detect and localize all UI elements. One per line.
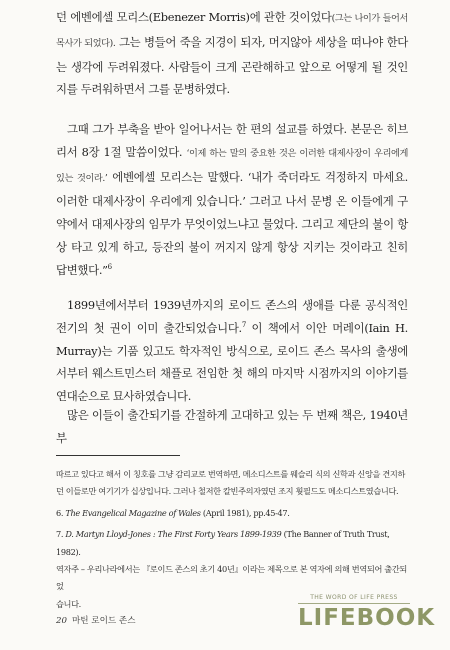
- footnote-7-translator-note: 역자주 – 우리나라에서는 『로이드 존스의 초기 40년』이라는 제목으로 본 역자에 의해 번역되어 출간되었: [56, 564, 407, 592]
- footnote-6: [56, 505, 408, 522]
- paragraph-4-text: 많은 이들이 출간되기를 간절하게 고대하고 있는 두 번째 책은, 1940년부: [56, 408, 408, 445]
- footnote-7-number: 7.: [56, 529, 66, 540]
- paragraph-3: [56, 294, 408, 408]
- footnote-6-title: The Evangelical Magazine of Wales: [65, 507, 201, 518]
- footnote-7-title: D. Martyn Lloyd-Jones : The First Forty Years 1899-1939: [65, 529, 282, 540]
- footnote-divider: [56, 455, 180, 456]
- footnote-continued-line-2: 던 이들로만 여기기가 십상입니다. 그러나 철저한 칼빈주의자였던 조지 휫필드도 메소디스트였습니다.: [56, 486, 399, 497]
- publisher-watermark-logo: [298, 594, 436, 634]
- paragraph-2-text-a: 그때 그가 부축을 받아 일어나서는 한 편의 설교를 하였다. 본문은 히브리서 8장 1절 말씀이었다.: [56, 122, 408, 159]
- footnote-6-rest: (April 1981), pp.45-47.: [200, 507, 290, 518]
- watermark-tagline: THE WORD OF LIFE PRESS: [298, 594, 410, 604]
- paragraph-3-text-a: 1899년에서부터 1939년까지의 로이드 존스의 생애를 다룬 공식적인 전기의 첫 권이 이미 출간되었습니다.: [56, 298, 408, 335]
- paragraph-3-text-b: 이 책에서 이안 머레이(Iain H. Murray)는 기품 있고도 학자적인 방식으로, 로이드 존스 목사의 출생에서부터 웨스트민스터 채플로 전임한 첫 해의 마지막 시점까지의 이야기를 연대순으로 묘사하였습니다.: [56, 320, 408, 404]
- footnote-7-rest: (The Banner of Truth Trust, 1982).: [56, 529, 390, 557]
- paragraph-2: [56, 118, 408, 282]
- page-footer: [56, 614, 136, 626]
- footnote-6-number: 6.: [56, 507, 66, 518]
- paragraph-1: [56, 6, 408, 101]
- paragraph-2-text-b: 에벤에셀 모리스는 말했다. ‘내가 죽더라도 걱정하지 마세요. 이러한 대제사장이 우리에게 있습니다.’ 그러고 나서 문병 온 이들에게 구약에서 대제사장의 임무가 무엇이었느냐고 물었다. 그리고 제단의 불이 항상 타고 있게 하고, 등잔의 불이 꺼지지 않게 항상 지키는 것이라고 친히 답변했다.”: [56, 169, 408, 277]
- footnote-continued-line-1: 따르고 있다고 해서 이 칭호를 그냥 감리교로 번역하면, 메소디스트를 웨슬리 식의 신학과 신앙을 견지하: [56, 469, 406, 479]
- page-number: 20: [56, 616, 67, 626]
- paragraph-1-aside: (그는 나이가 들어서 목사가 되었다).: [56, 13, 408, 49]
- footnotes: [56, 466, 408, 613]
- paragraph-2-scripture-quote: ‘이제 하는 말의 중요한 것은 이러한 대제사장이 우리에게 있는 것이라.’: [56, 147, 408, 184]
- footnote-ref-6: 6: [107, 262, 112, 271]
- footnote-7-translator-note-end: 습니다.: [56, 598, 81, 609]
- running-title: 마틴 로이드 존스: [71, 616, 136, 626]
- paragraph-1-text-a: 던 에벤에셀 모리스(Ebenezer Morris)에 관한 것이었다: [56, 10, 332, 24]
- paragraph-4: [56, 404, 408, 450]
- footnote-ref-7: 7: [241, 321, 247, 329]
- paragraph-1-text-b: 그는 병들어 죽을 지경이 되자, 머지않아 세상을 떠나야 한다는 생각에 두려워졌다. 사람들이 크게 곤란해하고 앞으로 어떻게 될 것인지를 두려워하면서 그를 문병하였다.: [56, 34, 408, 97]
- watermark-wordmark: LIFEBOOK: [298, 605, 436, 631]
- footnote-7: [56, 526, 408, 561]
